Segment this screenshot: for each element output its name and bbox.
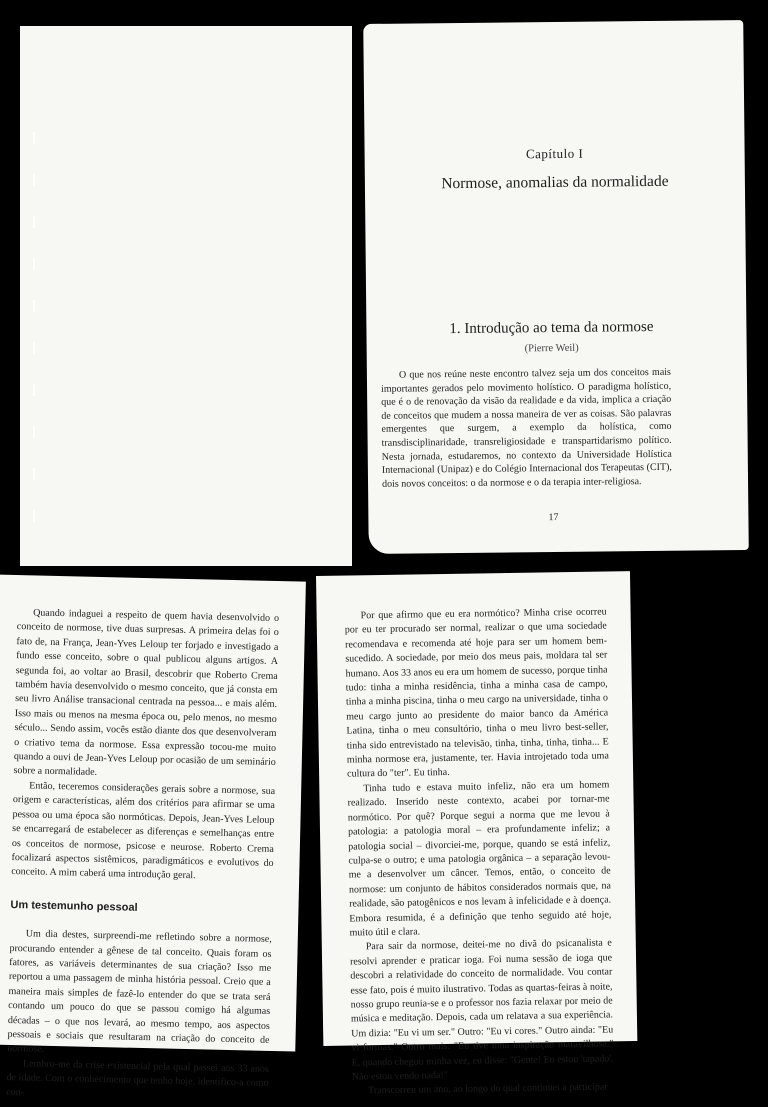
page-number: 17 xyxy=(548,511,559,524)
chapter-title: Normose, anomalias da normalidade xyxy=(441,172,669,193)
author-credit: (Pierre Weil) xyxy=(524,342,579,355)
left-page-body xyxy=(6,606,279,1106)
paragraph: Lembro-me da crise existencial pela qual passei aos 33 anos de idade. Com o conhecimento que tenho hoje, identifico-a como con- xyxy=(6,1058,269,1098)
chapter-label: Capítulo I xyxy=(525,145,584,162)
paragraph: Quando indaguei a respeito de quem havia desenvolvido o conceito de normose, tive duas surpresas. A primeira delas foi o fato de, na França, Jean-Yves Leloup ter forjado e investigado a fundo esse conceito, sobre o qual publicou alguns artigos. A segunda foi, ao voltar ao Brasil, descobrir que Roberto Crema também havia desenvolvido o mesmo conceito, que já consta em seu livro Análise transacional centrada na pessoa... e mais além. Isso mais ou menos na mesma época ou, pelo menos, no mesmo século... Sendo assim, vocês estão diante dos que desenvolveram o criativo tema da normose. Essa expressão tocou-me muito quando a ouvi de Jean-Yves Leloup por ocasião de um seminário sobre a normalidade. xyxy=(13,607,280,779)
right-text-page xyxy=(316,571,637,1097)
chapter-opening-page xyxy=(363,20,749,554)
paragraph: Então, teceremos considerações gerais sobre a normose, sua origem e características, além dos critérios para afirmar se uma pessoa ou uma época são normóticas. Depois, Jean-Yves Leloup se encarregará de estabelecer as diferenças e semelhanças entre os conceitos de normose, psicose e neurose. Roberto Crema focalizará aspectos sistêmicos, paradigmáticos e evolutivos do conceito. A mim caberá uma introdução geral. xyxy=(11,780,276,882)
blank-page xyxy=(20,26,352,566)
subheading: Um testemunho pessoal xyxy=(10,898,138,914)
intro-paragraph: O que nos reúne neste encontro talvez seja um dos conceitos mais importantes gerados pelo movimento holístico. O paradigma holístico, que é o de renovação da visão da realidade e da vida, implica a criação de conceitos que mudem a nossa maneira de ver as coisas. São palavras emergentes que surgem, a exemplo da holística, como transdisciplinaridade, transreligiosidade e transpartidarismo político. Nesta jornada, estudaremos, no contexto da Universidade Holística Internacional (Unipaz) e do Colégio Internacional dos Terapeutas (CIT), dois novos conceitos: o da normose e o da terapia inter-religiosa. xyxy=(381,366,672,490)
paragraph: Um dia destes, surpreendi-me refletindo sobre a normose, procurando entender a gênese de tal conceito. Quais foram os fatores, as variáveis determinantes de sua criação? Isso me reportou a uma passagem de minha história pessoal. Creio que a maneira mais simples de fazê-lo entender do que se trata será contando um pouco do que se passou comigo há algumas décadas – o que nos levará, ao mesmo tempo, aos aspectos pessoais e sociais que resultaram na criação do conceito de normose. xyxy=(7,928,272,1056)
section-title: 1. Introdução ao tema da normose xyxy=(449,318,654,338)
paragraph: Para sair da normose, deitei-me no divã do psicanalista e resolvi aprender e praticar ioga. Foi numa sessão de ioga que descobri a relatividade do conceito de normalidade. Vou contar esse fato, pois é muito ilustrativo. Todas as quartas-feiras à noite, nosso grupo reunia-se e o professor nos fazia relaxar por meio de música e meditação. Depois, cada um relatava a sua experiência. Um dizia: "Eu vi um ser." Outro: "Eu vi cores." Outro ainda: "Eu vi formas." Outro mais: "Eu tive uma inspiração maravilhosa." E, quando chegou minha vez, eu disse: "Gente! Eu estou 'tapado'. Não estou vendo nada!" xyxy=(349,937,614,1083)
intro-text xyxy=(381,366,672,491)
paragraph: Transcorreu um ano, ao longo do qual continuei a participar xyxy=(368,1081,608,1097)
right-page-body xyxy=(345,605,615,1099)
left-text-page xyxy=(0,574,306,1098)
gutter-marks xyxy=(33,132,35,572)
paragraph: Tinha tudo e estava muito infeliz, não era um homem realizado. Inserido neste contexto, acabei por tornar-me normótico. Por quê? Porque segui a norma que me levou à patologia: a patologia moral – era profundamente infeliz; a patologia social – divorciei-me, porque, quando se está infeliz, culpa-se o outro; e uma patologia orgânica – a separação levou-me a desenvolver um câncer. Temos, então, o conceito de normose: um conjunto de hábitos considerados normais que, na realidade, são patogênicos e nos levam à infelicidade e à doença. Embora resumida, é a definição que tenho seguido até hoje, muito útil e clara. xyxy=(347,779,612,939)
paragraph: Por que afirmo que eu era normótico? Minha crise ocorreu por eu ter procurado ser normal, realizar o que uma sociedade recomendava e recomenda até hoje para ser um homem bem-sucedido. A sociedade, por meio dos meus pais, moldara tal ser humano. Aos 33 anos eu era um homem de sucesso, porque tinha tudo: tinha a minha residência, tinha a minha casa de campo, tinha a minha piscina, tinha o meu cargo na universidade, tinha o meu cargo junto ao presidente do maior banco da América Latina, tinha o meu consultório, tinha o meu livro best-seller, tinha sido entrevistado na televisão, tinha, tinha, tinha, tinha... E minha normose era, justamente, ter. Havia introjetado toda uma cultura do "ter". Eu tinha. xyxy=(344,606,609,781)
